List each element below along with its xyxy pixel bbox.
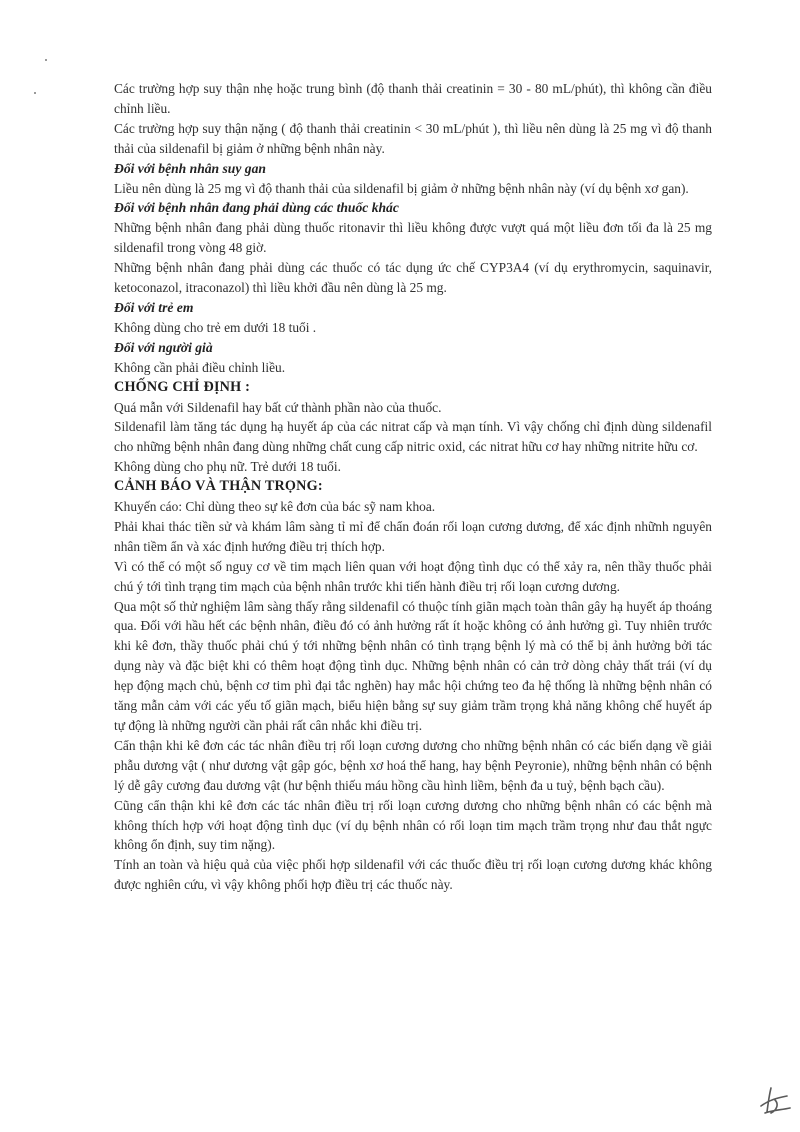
paragraph-liver: Liều nên dùng là 25 mg vì độ thanh thải của sildenafil bị giảm ở những bệnh nhân này (ví dụ bệnh xơ gan). bbox=[114, 180, 689, 196]
subheading-elderly: Đối với người già bbox=[114, 339, 213, 355]
paragraph-anatomic-deformity: Cẩn thận khi kê đơn các tác nhân điều trị rối loạn cương dương cho những bệnh nhân có các biến dạng về giải phẫu dương vật ( như dương vật gập góc, bệnh xơ hoá thể hang, hay bệnh Peyronie), những bệnh nhân có bệnh lý dễ gây cương đau dương vật (hư bệnh thiếu máu hồng cầu hình liềm, bệnh đa u tuỷ, bệnh bạch cầu). bbox=[114, 737, 712, 793]
paragraph-ritonavir: Những bệnh nhân đang phải dùng thuốc ritonavir thì liều không được vượt quá một liều đơn tối đa là 25 mg sildenafil trong vòng 48 giờ. bbox=[114, 220, 712, 256]
signature-icon bbox=[757, 1086, 793, 1116]
scan-speck bbox=[45, 59, 47, 61]
paragraph-combination-safety: Tính an toàn và hiệu quả của việc phối hợp sildenafil với các thuốc điều trị rối loạn cương dương khác không được nghiên cứu, vì vậy không phối hợp điều trị các thuốc này. bbox=[114, 857, 712, 893]
paragraph-recommendation: Khuyến cáo: Chỉ dùng theo sự kê đơn của bác sỹ nam khoa. bbox=[114, 499, 436, 515]
scan-speck bbox=[34, 92, 36, 94]
subheading-liver: Đối với bệnh nhân suy gan bbox=[114, 160, 266, 176]
paragraph-children: Không dùng cho trẻ em dưới 18 tuổi . bbox=[114, 319, 317, 335]
subheading-other-drugs: Đối với bệnh nhân đang phải dùng các thuốc khác bbox=[114, 200, 399, 216]
paragraph-mild-renal: Các trường hợp suy thận nhẹ hoặc trung bình (độ thanh thải creatinin = 30 - 80 mL/phút), thì không cần điều chỉnh liều. bbox=[114, 81, 712, 116]
subheading-children: Đối với trẻ em bbox=[114, 299, 194, 315]
paragraph-women-children: Không dùng cho phụ nữ. Trẻ dưới 18 tuổi. bbox=[114, 459, 341, 475]
paragraph-unsuitable-activity: Cũng cẩn thận khi kê đơn các tác nhân điều trị rối loạn cương dương cho những bệnh nhân có các bệnh mà không thích hợp với hoạt động tình dục (ví dụ bệnh nhân có rối loạn tim mạch trầm trọng như đau thắt ngực không ổn định, suy tim nặng). bbox=[114, 797, 712, 853]
paragraph-severe-renal: Các trường hợp suy thận nặng ( độ thanh thải creatinin < 30 mL/phút ), thì liều nên dùng là 25 mg vì độ thanh thải của sildenafil bị giảm ở những bệnh nhân này. bbox=[114, 120, 712, 156]
document-body bbox=[114, 79, 712, 895]
paragraph-cardiac-risk: Vì có thể có một số nguy cơ về tim mạch liên quan với hoạt động tình dục có thể xảy ra, nên thầy thuốc phải chú ý tới tình trạng tim mạch của bệnh nhân trước khi tiến hành điều trị rối loạn cương dương. bbox=[114, 558, 712, 594]
paragraph-history-exam: Phải khai thác tiền sử và khám lâm sàng tỉ mỉ để chẩn đoán rối loạn cương dương, để xác định nhữnh nguyên nhân tiềm ẩn và xác định hướng điều trị thích hợp. bbox=[114, 518, 712, 554]
paragraph-nitrates: Sildenafil làm tăng tác dụng hạ huyết áp của các nitrat cấp và mạn tính. Vì vậy chống chỉ định dùng sildenafil cho những bệnh nhân đang dùng những chất cung cấp nitric oxid, các nitrat hữu cơ hay những nitrite hữu cơ. bbox=[114, 419, 712, 455]
section-warnings: CẢNH BÁO VÀ THẬN TRỌNG: bbox=[114, 478, 323, 495]
paragraph-vasodilation: Qua một số thử nghiệm lâm sàng thấy rằng sildenafil có thuộc tính giãn mạch toàn thân gây hạ huyết áp thoáng qua. Đối với hầu hết các bệnh nhân, điều đó có ảnh hưởng rất ít hoặc không có ảnh hưởng gì. Tuy nhiên trước khi kê đơn, thầy thuốc phải chú ý tới những bệnh nhân có tình trạng bệnh lý mà có thể bị ảnh hưởng bởi tác dụng này và đặc biệt khi có thêm hoạt động tình dục. Những bệnh nhân có cản trở dòng chảy thất trái (ví dụ hẹp động mạch chủ, bệnh cơ tim phì đại tắc nghẽn) hay mắc hội chứng teo đa hệ thống là những bệnh nhân có tăng mẫn cảm với các yếu tố giãn mạch, biểu hiện bằng sự suy giảm trầm trọng khả năng không chế huyết áp tự động là những người cần phải rất cân nhắc khi điều trị. bbox=[114, 598, 712, 733]
paragraph-elderly: Không cần phải điều chỉnh liều. bbox=[114, 359, 286, 375]
section-contraindications: CHỐNG CHỈ ĐỊNH : bbox=[114, 378, 251, 395]
paragraph-cyp3a4: Những bệnh nhân đang phải dùng các thuốc có tác dụng ức chế CYP3A4 (ví dụ erythromycin, saquinavir, ketoconazol, itraconazol) thì liều khởi đầu nên dùng là 25 mg. bbox=[114, 260, 712, 296]
paragraph-hypersensitivity: Quá mẫn với Sildenafil hay bất cứ thành phần nào của thuốc. bbox=[114, 399, 442, 415]
